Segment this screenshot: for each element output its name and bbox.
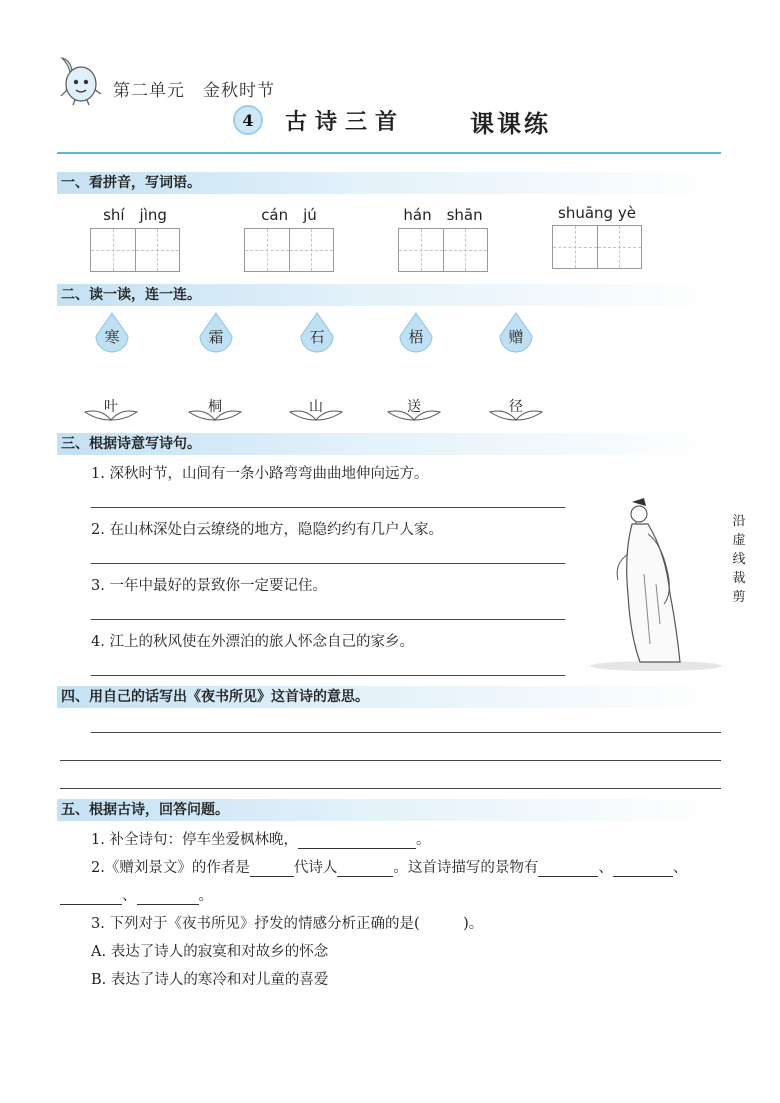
answer-line[interactable]	[60, 788, 721, 789]
question-5-3: 3. 下列对于《夜书所见》抒发的情感分析正确的是( )。	[91, 916, 484, 932]
answer-line[interactable]	[91, 507, 565, 508]
pinyin-label: cán jú	[261, 206, 317, 224]
leaf-char[interactable]: 径	[488, 398, 544, 424]
water-drop-char[interactable]: 石	[298, 312, 336, 354]
question-3-4: 4. 江上的秋风使在外漂泊的旅人怀念自己的家乡。	[91, 634, 414, 650]
fill-blank[interactable]	[137, 888, 199, 905]
question-5-2: 2.《赠刘景文》的作者是 代诗人 。这首诗描写的景物有 、 、	[91, 860, 688, 876]
pinyin-label: shí jìng	[103, 206, 167, 224]
writing-grid[interactable]	[398, 228, 488, 272]
writing-grid[interactable]	[244, 228, 334, 272]
water-drop-char[interactable]: 霜	[197, 312, 235, 354]
pinyin-label: hán shān	[403, 206, 483, 224]
section-4-title: 四、用自己的话写出《夜书所见》这首诗的意思。	[57, 686, 721, 708]
fill-blank[interactable]	[298, 832, 416, 849]
water-drop-char[interactable]: 梧	[397, 312, 435, 354]
option-a[interactable]: A. 表达了诗人的寂寞和对故乡的怀念	[91, 944, 329, 960]
unit-name: 金秋时节	[203, 81, 275, 101]
section-3-title: 三、根据诗意写诗句。	[57, 433, 721, 455]
fill-blank[interactable]	[613, 860, 673, 877]
pinyin-item-4	[552, 204, 642, 269]
writing-grid[interactable]	[90, 228, 180, 272]
lesson-suffix: 课课练	[470, 110, 551, 138]
question-5-2-cont: 、 。	[60, 884, 213, 905]
fill-blank[interactable]	[60, 888, 122, 905]
fill-blank[interactable]	[250, 860, 294, 877]
section-2-title: 二、读一读，连一连。	[57, 284, 721, 306]
answer-line[interactable]	[60, 760, 721, 761]
leaf-char[interactable]: 桐	[187, 398, 243, 424]
fill-blank[interactable]	[337, 860, 393, 877]
poet-illustration	[584, 494, 724, 674]
option-b[interactable]: B. 表达了诗人的寒冷和对儿童的喜爱	[91, 972, 329, 988]
leaf-char[interactable]: 叶	[83, 398, 139, 424]
leaf-char[interactable]: 送	[386, 398, 442, 424]
lesson-number-badge: 4	[233, 105, 263, 135]
water-drop-char[interactable]: 赠	[497, 312, 535, 354]
unit-number: 第二单元	[113, 81, 185, 101]
question-5-1: 1. 补全诗句：停车坐爱枫林晚， 。	[91, 832, 431, 848]
mascot-icon	[58, 56, 104, 106]
unit-title	[113, 76, 275, 101]
water-drop-char[interactable]: 寒	[93, 312, 131, 354]
answer-line[interactable]	[91, 619, 565, 620]
lesson-heading	[233, 103, 405, 137]
section-1-title: 一、看拼音，写词语。	[57, 172, 721, 194]
leaf-char[interactable]: 山	[288, 398, 344, 424]
pinyin-item-2	[244, 204, 334, 272]
cut-line-note: 沿虚线裁剪	[732, 514, 746, 605]
lesson-title: 古诗三首	[285, 108, 406, 135]
pinyin-item-1	[90, 204, 180, 272]
header-divider	[57, 152, 721, 154]
answer-line[interactable]	[91, 563, 565, 564]
question-3-2: 2. 在山林深处白云缭绕的地方，隐隐约约有几户人家。	[91, 522, 443, 538]
question-3-3: 3. 一年中最好的景致你一定要记住。	[91, 578, 327, 594]
question-3-1: 1. 深秋时节，山间有一条小路弯弯曲曲地伸向远方。	[91, 466, 429, 482]
pinyin-label: shuāng yè	[558, 204, 636, 222]
section-5-title: 五、根据古诗，回答问题。	[57, 799, 721, 821]
writing-grid[interactable]	[552, 225, 642, 269]
fill-blank[interactable]	[538, 860, 598, 877]
pinyin-item-3	[398, 204, 488, 272]
answer-line[interactable]	[91, 675, 565, 676]
answer-line[interactable]	[91, 732, 721, 733]
